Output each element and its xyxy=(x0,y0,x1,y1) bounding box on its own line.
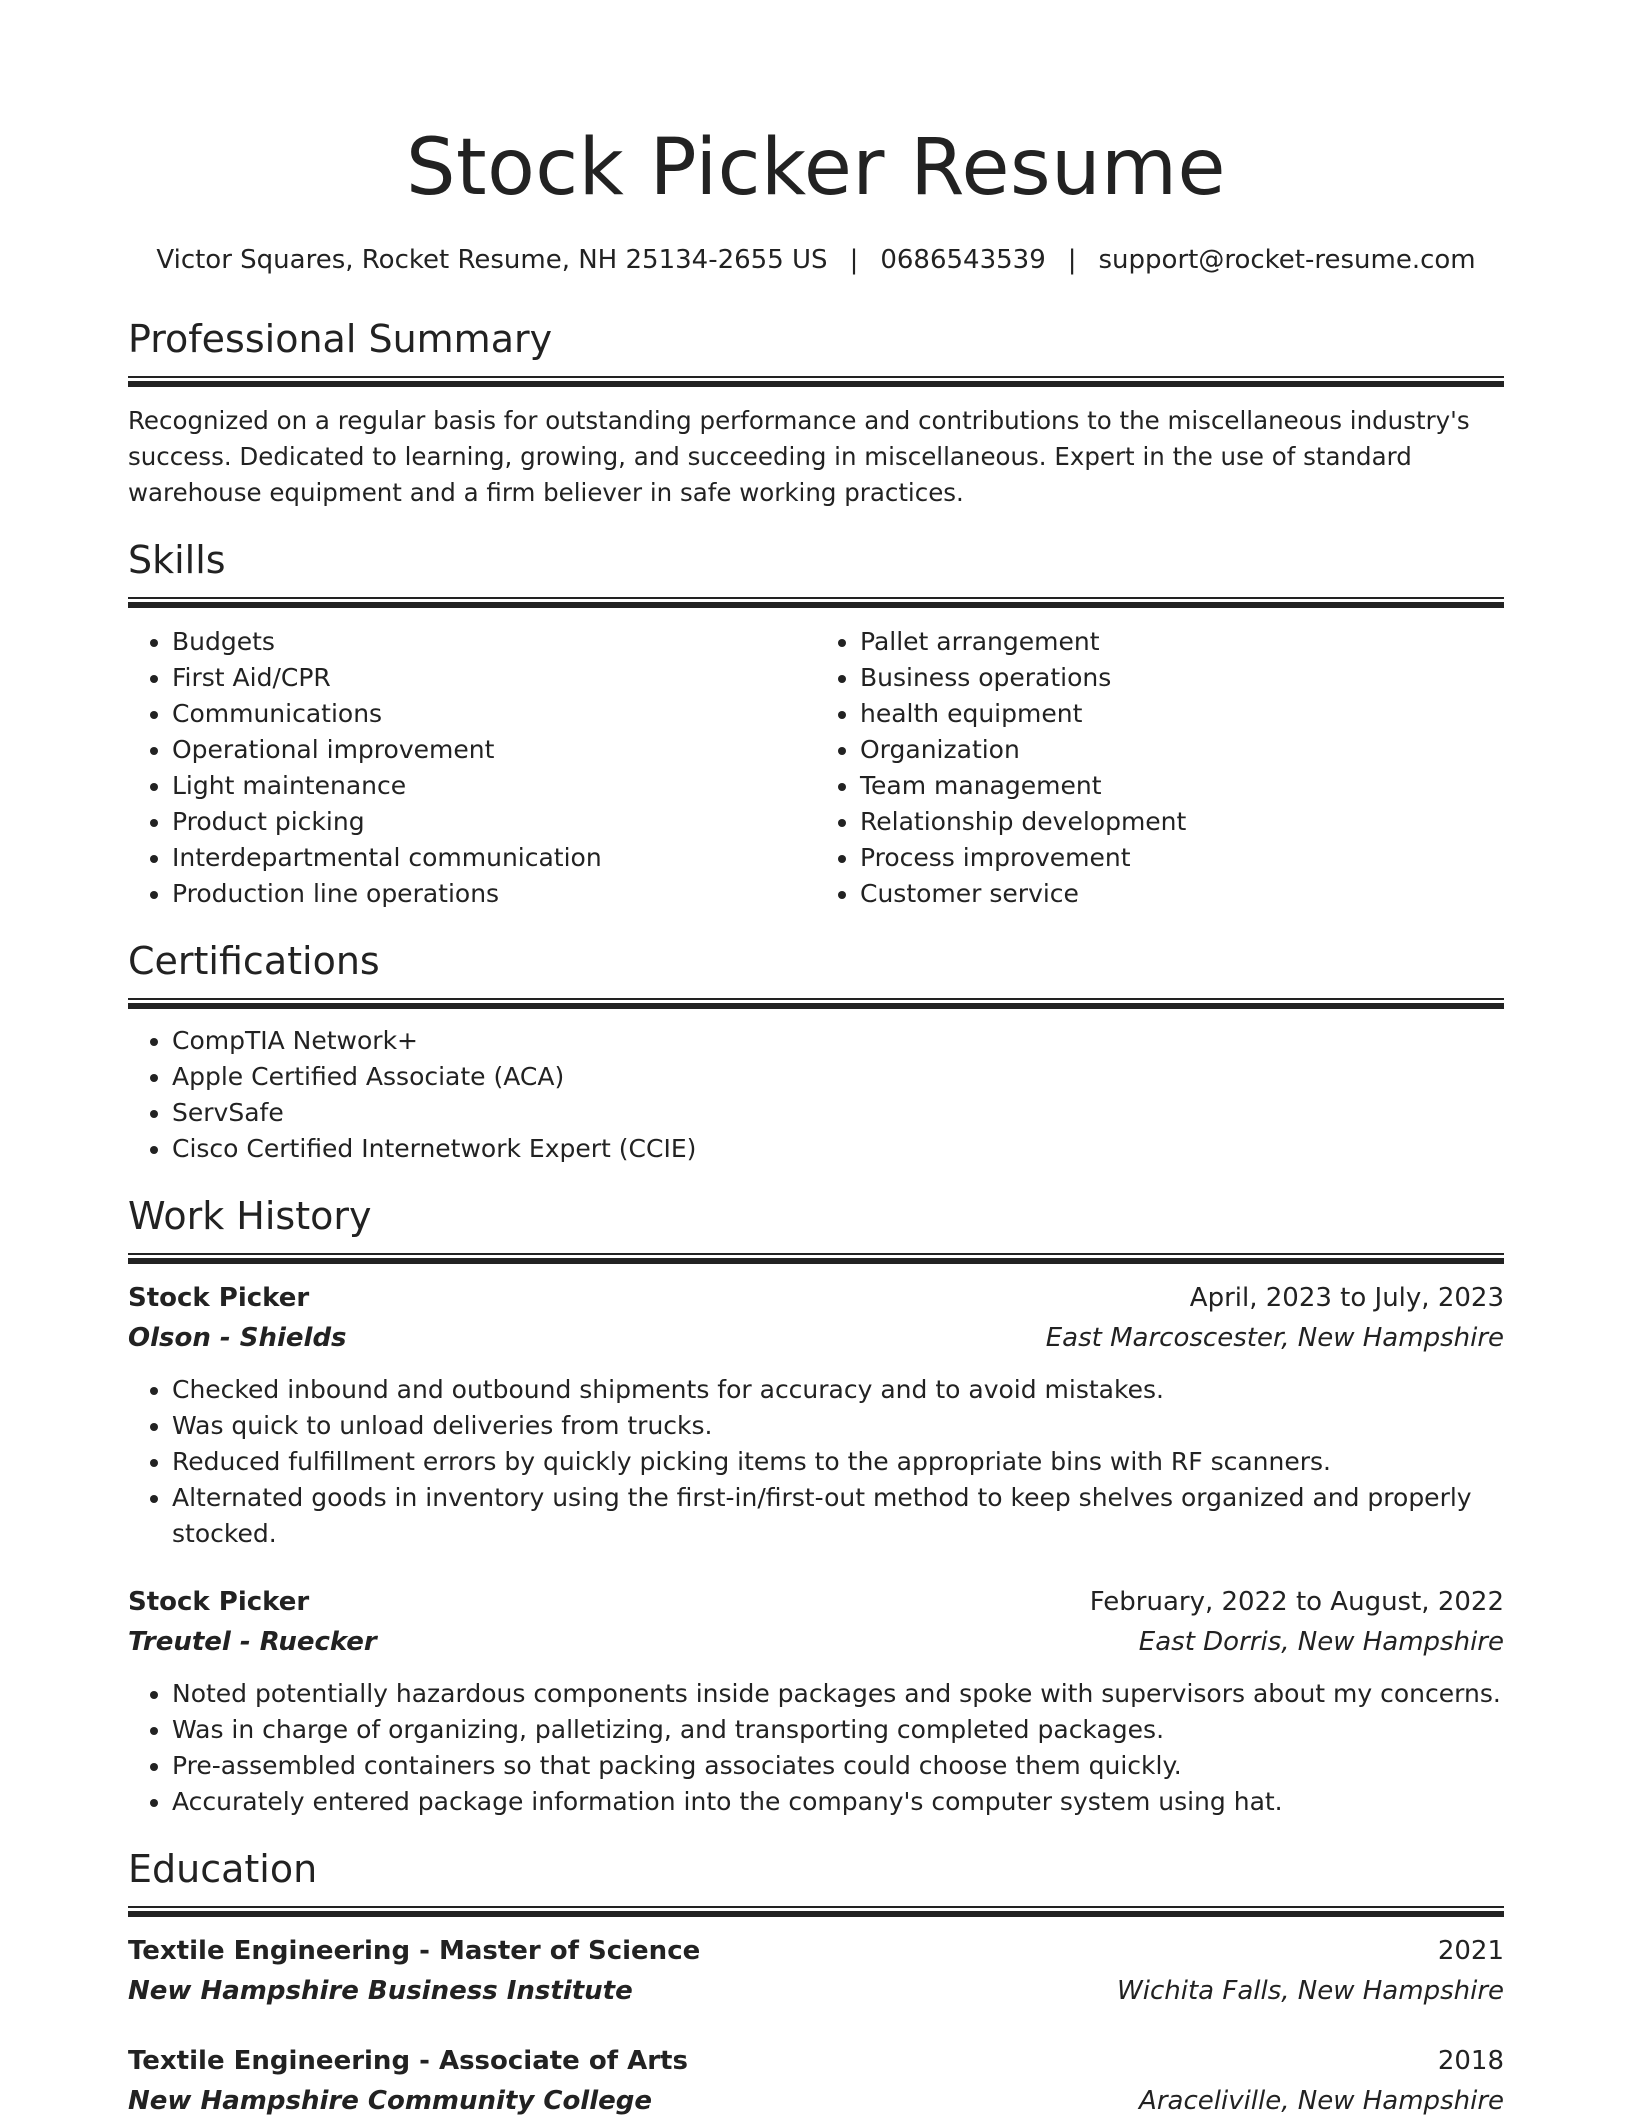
skills-column-left xyxy=(128,624,816,912)
skill-item: • Production line operations xyxy=(172,876,816,912)
job-bullet: • Pre-assembled containers so that packing associates could choose them quickly. xyxy=(172,1748,1504,1784)
skill-item: • Light maintenance xyxy=(172,768,816,804)
contact-address: Victor Squares, Rocket Resume, NH 25134-2655 US xyxy=(156,245,828,275)
skills-column-right xyxy=(816,624,1504,912)
skill-item: • Customer service xyxy=(860,876,1504,912)
job-org-row xyxy=(128,1622,1504,1662)
skill-item: • Communications xyxy=(172,696,816,732)
job-location: East Dorris, New Hampshire xyxy=(1138,1627,1504,1657)
certification-item: • Apple Certified Associate (ACA) xyxy=(172,1059,1504,1095)
skill-item: • First Aid/CPR xyxy=(172,660,816,696)
job-title: Stock Picker xyxy=(128,1283,310,1313)
contact-email: support@rocket-resume.com xyxy=(1098,245,1476,275)
job-bullets xyxy=(128,1676,1504,1820)
job-bullet: • Checked inbound and outbound shipments for accuracy and to avoid mistakes. xyxy=(172,1372,1504,1408)
job-bullet: • Noted potentially hazardous components inside packages and spoke with supervisors about my concerns. xyxy=(172,1676,1504,1712)
skill-item: • Operational improvement xyxy=(172,732,816,768)
education-school: New Hampshire Business Institute xyxy=(128,1976,633,2006)
education-location: Araceliville, New Hampshire xyxy=(1139,2086,1504,2116)
job-bullet: • Was quick to unload deliveries from trucks. xyxy=(172,1408,1504,1444)
skill-item: • Budgets xyxy=(172,624,816,660)
job-company: Olson - Shields xyxy=(128,1323,347,1353)
section-heading-education: Education xyxy=(128,1847,318,1891)
skills-grid xyxy=(128,624,1504,912)
job-bullet: • Reduced fulfillment errors by quickly picking items to the appropriate bins with RF scanners. xyxy=(172,1444,1504,1480)
skills-section xyxy=(128,535,1504,912)
certifications-section xyxy=(128,936,1504,1167)
education-entry xyxy=(128,1931,1504,2011)
section-divider xyxy=(128,1906,1504,1917)
contact-line xyxy=(128,242,1504,278)
skill-item: • Relationship development xyxy=(860,804,1504,840)
education-school-row xyxy=(128,1971,1504,2011)
contact-phone: 0686543539 xyxy=(880,245,1046,275)
skill-item: • Business operations xyxy=(860,660,1504,696)
job-bullet: • Was in charge of organizing, palletizing, and transporting completed packages. xyxy=(172,1712,1504,1748)
certification-item: • CompTIA Network+ xyxy=(172,1023,1504,1059)
skill-item: • Interdepartmental communication xyxy=(172,840,816,876)
section-divider xyxy=(128,597,1504,608)
education-header-row xyxy=(128,2041,1504,2081)
education-year: 2021 xyxy=(1437,1936,1504,1966)
job-org-row xyxy=(128,1318,1504,1358)
contact-separator: | xyxy=(849,245,859,275)
job-entry xyxy=(128,1278,1504,1552)
job-bullet: • Alternated goods in inventory using the first-in/first-out method to keep shelves organized and properly stocked. xyxy=(172,1480,1504,1552)
summary-text: Recognized on a regular basis for outstanding performance and contributions to the miscellaneous industry's success. Dedicated to learning, growing, and succeeding in miscellaneous. Expert in the use of standard warehouse equipment and a firm believer in safe working practices. xyxy=(128,406,1470,507)
section-heading-skills: Skills xyxy=(128,538,226,582)
certification-item: • ServSafe xyxy=(172,1095,1504,1131)
skill-item: • Product picking xyxy=(172,804,816,840)
skills-list-right xyxy=(816,624,1504,912)
education-school-row xyxy=(128,2081,1504,2121)
job-title: Stock Picker xyxy=(128,1587,310,1617)
education-location: Wichita Falls, New Hampshire xyxy=(1117,1976,1504,2006)
job-dates: April, 2023 to July, 2023 xyxy=(1189,1283,1504,1313)
job-dates: February, 2022 to August, 2022 xyxy=(1089,1587,1504,1617)
section-divider xyxy=(128,998,1504,1009)
job-header-row xyxy=(128,1582,1504,1622)
education-entry xyxy=(128,2041,1504,2121)
work-history-section xyxy=(128,1191,1504,1820)
section-heading-work-history: Work History xyxy=(128,1194,372,1238)
section-divider xyxy=(128,1253,1504,1264)
job-bullets xyxy=(128,1372,1504,1552)
summary-section xyxy=(128,314,1504,511)
job-bullet: • Accurately entered package information into the company's computer system using hat. xyxy=(172,1784,1504,1820)
skill-item: • Process improvement xyxy=(860,840,1504,876)
education-section xyxy=(128,1844,1504,2121)
education-header-row xyxy=(128,1931,1504,1971)
skill-item: • Team management xyxy=(860,768,1504,804)
section-heading-summary: Professional Summary xyxy=(128,317,553,361)
education-degree: Textile Engineering - Associate of Arts xyxy=(128,2046,688,2076)
section-heading-certifications: Certifications xyxy=(128,939,380,983)
skills-list-left xyxy=(128,624,816,912)
certification-item: • Cisco Certified Internetwork Expert (CCIE) xyxy=(172,1131,1504,1167)
job-header-row xyxy=(128,1278,1504,1318)
section-divider xyxy=(128,376,1504,387)
certifications-list xyxy=(128,1023,1504,1167)
education-school: New Hampshire Community College xyxy=(128,2086,653,2116)
job-location: East Marcoscester, New Hampshire xyxy=(1045,1323,1504,1353)
resume-title: Stock Picker Resume xyxy=(405,123,1226,213)
job-entry xyxy=(128,1582,1504,1820)
education-degree: Textile Engineering - Master of Science xyxy=(128,1936,701,1966)
contact-separator: | xyxy=(1067,245,1077,275)
skill-item: • Pallet arrangement xyxy=(860,624,1504,660)
education-year: 2018 xyxy=(1437,2046,1504,2076)
skill-item: • Organization xyxy=(860,732,1504,768)
job-company: Treutel - Ruecker xyxy=(128,1627,377,1657)
skill-item: • health equipment xyxy=(860,696,1504,732)
